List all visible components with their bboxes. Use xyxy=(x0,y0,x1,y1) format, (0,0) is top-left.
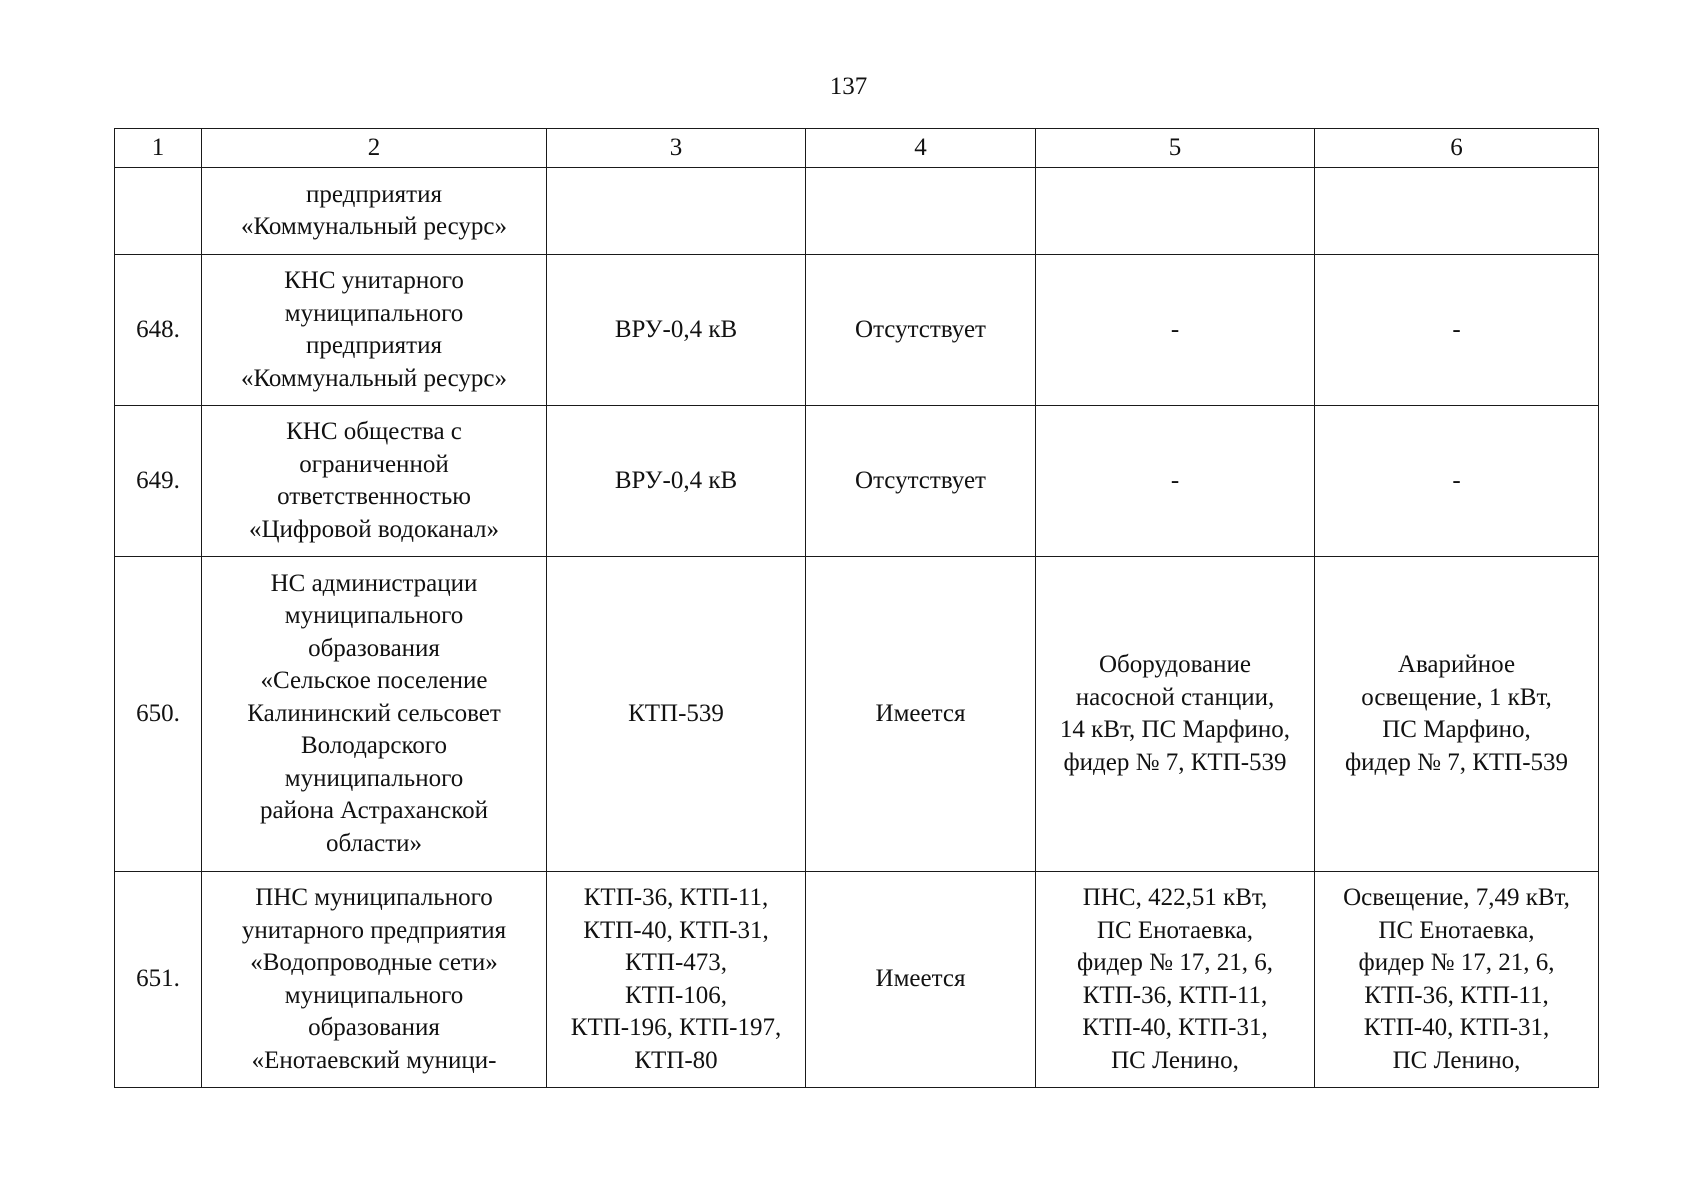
emergency-load-cell: Аварийное освещение, 1 кВт, ПС Марфино, фидер № 7, КТП-539 xyxy=(1315,557,1599,872)
availability-cell: Отсутствует xyxy=(806,406,1036,557)
table-header-row xyxy=(115,129,1599,168)
column-header-2: 2 xyxy=(202,129,547,168)
power-source-cell xyxy=(547,168,806,255)
row-number-cell: 648. xyxy=(115,255,202,406)
main-load-cell: - xyxy=(1036,255,1315,406)
page-number: 137 xyxy=(829,73,868,100)
power-source-cell: ВРУ-0,4 кВ xyxy=(547,255,806,406)
main-load-cell: ПНС, 422,51 кВт, ПС Енотаевка, фидер № 17, 21, 6, КТП-36, КТП-11, КТП-40, КТП-31, ПС Ленино, xyxy=(1036,872,1315,1088)
main-load-cell: Оборудование насосной станции, 14 кВт, ПС Марфино, фидер № 7, КТП-539 xyxy=(1036,557,1315,872)
emergency-load-cell: - xyxy=(1315,406,1599,557)
availability-cell xyxy=(806,168,1036,255)
column-header-5: 5 xyxy=(1036,129,1315,168)
table-row xyxy=(115,255,1599,406)
row-number-cell xyxy=(115,168,202,255)
main-load-cell: - xyxy=(1036,406,1315,557)
column-header-3: 3 xyxy=(547,129,806,168)
row-number-cell: 650. xyxy=(115,557,202,872)
table-row xyxy=(115,872,1599,1088)
row-number-cell: 651. xyxy=(115,872,202,1088)
power-source-cell: КТП-539 xyxy=(547,557,806,872)
facility-name-cell: КНС общества с ограниченной ответственностью «Цифровой водоканал» xyxy=(202,406,547,557)
column-header-1: 1 xyxy=(115,129,202,168)
column-header-6: 6 xyxy=(1315,129,1599,168)
table-row xyxy=(115,557,1599,872)
availability-cell: Отсутствует xyxy=(806,255,1036,406)
row-number-cell: 649. xyxy=(115,406,202,557)
power-source-cell: ВРУ-0,4 кВ xyxy=(547,406,806,557)
facility-name-cell: ПНС муниципального унитарного предприятия «Водопроводные сети» муниципального образования «Енотаевский муници- xyxy=(202,872,547,1088)
facility-name-cell: КНС унитарного муниципального предприятия «Коммунальный ресурс» xyxy=(202,255,547,406)
emergency-load-cell xyxy=(1315,168,1599,255)
table-row xyxy=(115,168,1599,255)
facility-name-cell: НС администрации муниципального образования «Сельское поселение Калининский сельсовет Володарского муниципального района Астраханской области» xyxy=(202,557,547,872)
column-header-4: 4 xyxy=(806,129,1036,168)
emergency-load-cell: Освещение, 7,49 кВт, ПС Енотаевка, фидер № 17, 21, 6, КТП-36, КТП-11, КТП-40, КТП-31, ПС Ленино, xyxy=(1315,872,1599,1088)
table-row xyxy=(115,406,1599,557)
availability-cell: Имеется xyxy=(806,872,1036,1088)
main-load-cell xyxy=(1036,168,1315,255)
power-source-cell: КТП-36, КТП-11, КТП-40, КТП-31, КТП-473, КТП-106, КТП-196, КТП-197, КТП-80 xyxy=(547,872,806,1088)
facility-name-cell: предприятия «Коммунальный ресурс» xyxy=(202,168,547,255)
emergency-load-cell: - xyxy=(1315,255,1599,406)
availability-cell: Имеется xyxy=(806,557,1036,872)
facilities-table xyxy=(114,128,1599,1088)
